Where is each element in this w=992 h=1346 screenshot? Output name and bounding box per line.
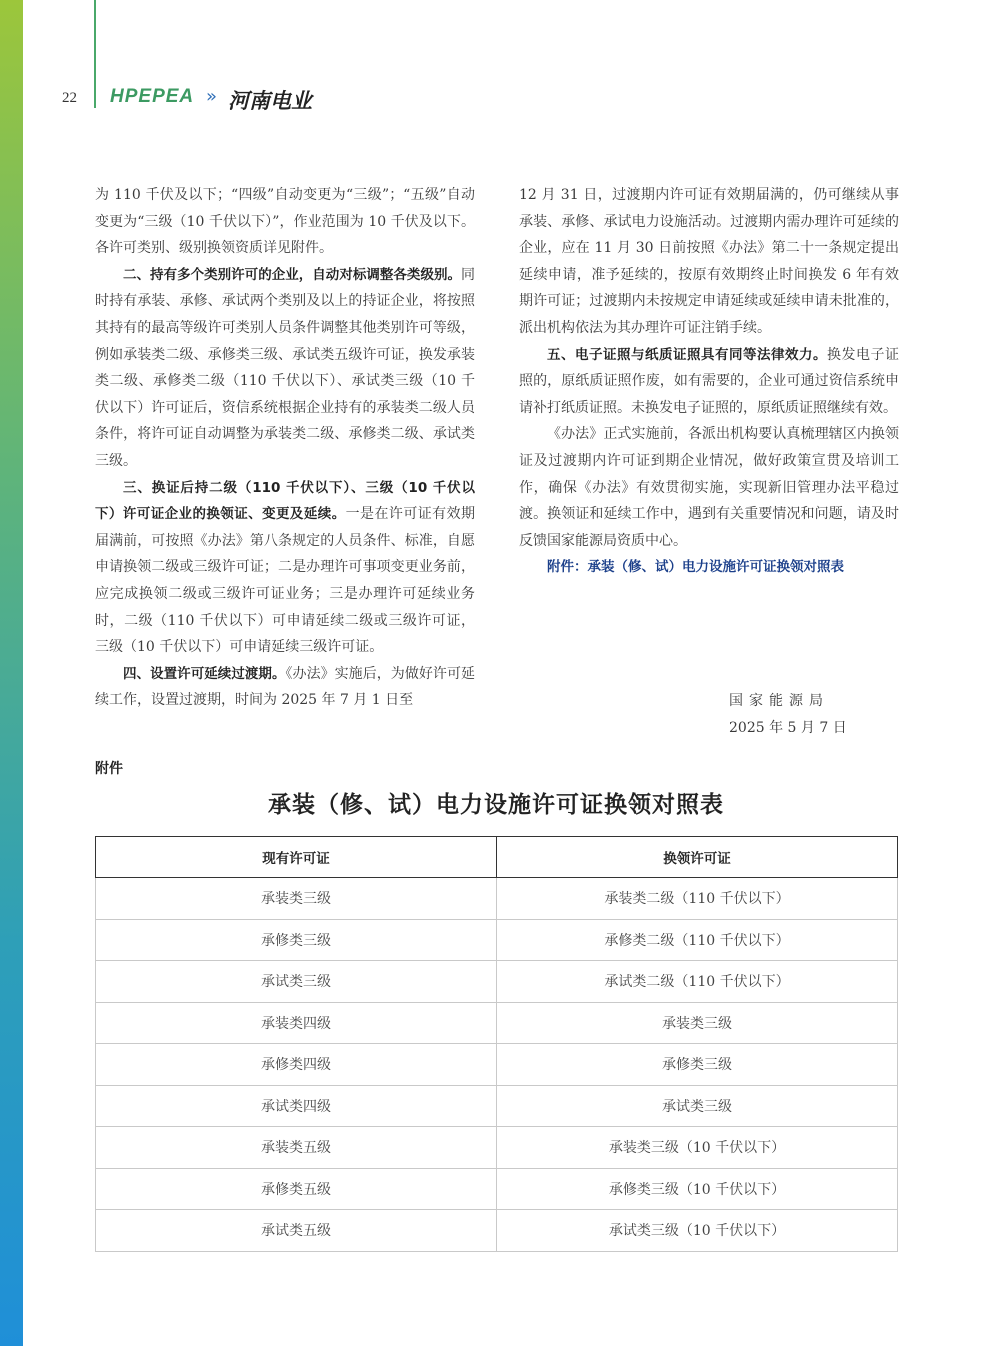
table-cell: 承装类五级 [96,1127,497,1169]
paragraph: 《办法》正式实施前，各派出机构要认真梳理辖区内换领证及过渡期内许可证到期企业情况，做好政策宣贯及培训工作，确保《办法》有效贯彻实施，实现新旧管理办法平稳过渡。换领证和延续工作中，遇到有关重要情况和问题，请及时反馈国家能源局资质中心。 [519,426,899,549]
brand-arrow-icon: » [206,86,218,107]
table-cell: 承装类三级 [497,1002,898,1044]
paragraph: 12 月 31 日，过渡期内许可证有效期届满的，仍可继续从事承装、承修、承试电力设施活动。过渡期内需办理许可延续的企业，应在 11 月 30 日前按照《办法》第二十一条规定提出延续申请，准予延续的，按原有效期终止时间换发 6 年有效期许可证；过渡期内未按规定申请延续或延续申请未批准的，派出机构依法为其办理许可证注销手续。 [519,187,899,336]
table-cell: 承试类三级 [497,1085,898,1127]
table-cell: 承修类三级 [497,1044,898,1086]
attachment-label: 附件 [95,761,123,777]
page-number: 22 [62,90,77,106]
table-row [96,1002,898,1044]
left-column [95,182,475,714]
table-cell: 承试类二级（110 千伏以下） [497,961,898,1003]
column-header-new: 换领许可证 [497,837,898,878]
signature-org: 国家能源局 [729,693,829,709]
table-row [96,878,898,920]
table-cell: 承修类三级（10 千伏以下） [497,1168,898,1210]
paragraph: 二、持有多个类别许可的企业，自动对标调整各类级别。同时持有承装、承修、承试两个类别及以上的持证企业，将按照其持有的最高等级许可类别人员条件调整其他类别许可等级，例如承装类二级、承修类三级、承试类五级许可证，换发承装类二级、承修类二级（110 千伏以下）、承试类三级（10 千伏以下）许可证后，资信系统根据企业持有的承装类二级人员条件，将许可证自动调整为承装类二级、承修类二级、承试类三级。 [95,266,475,469]
table-cell: 承装类二级（110 千伏以下） [497,878,898,920]
paragraph: 三、换证后持二级（110 千伏以下）、三级（10 千伏以下）许可证企业的换领证、变更及延续。一是在许可证有效期届满前，可按照《办法》第八条规定的人员条件、标准，自愿申请换领二级或三级许可证；二是办理许可事项变更业务前，应完成换领二级或三级许可证业务；三是办理许可延续业务时，二级（110 千伏以下）可申请延续二级或三级许可证，三级（10 千伏以下）可申请延续三级许可证。 [95,479,476,656]
license-comparison-table [95,836,898,1252]
table-cell: 承试类五级 [96,1210,497,1252]
paragraph: 四、设置许可延续过渡期。《办法》实施后，为做好许可延续工作，设置过渡期，时间为 2025 年 7 月 1 日至 [95,665,476,709]
paragraph: 五、电子证照与纸质证照具有同等法律效力。换发电子证照的，原纸质证照作废，如有需要的，企业可通过资信系统申请补打纸质证照。未换发电子证照的，原纸质证照继续有效。 [519,346,899,416]
table-cell: 承修类五级 [96,1168,497,1210]
table-row [96,1085,898,1127]
table-cell: 承修类四级 [96,1044,497,1086]
table-row [96,1127,898,1169]
table-cell: 承装类四级 [96,1002,497,1044]
table-title: 承装（修、试）电力设施许可证换领对照表 [268,792,724,818]
table-cell: 承试类三级 [96,961,497,1003]
table-cell: 承试类三级（10 千伏以下） [497,1210,898,1252]
table-cell: 承修类三级 [96,919,497,961]
table-row [96,1210,898,1252]
table-cell: 承装类三级（10 千伏以下） [497,1127,898,1169]
table-cell: 承装类三级 [96,878,497,920]
paragraph: 为 110 千伏及以下；“四级”自动变更为“三级”；“五级”自动变更为“三级（10 千伏以下）”，作业范围为 10 千伏及以下。各许可类别、级别换领资质详见附件。 [95,187,475,257]
signature-date: 2025 年 5 月 7 日 [729,720,847,736]
column-header-current: 现有许可证 [96,837,497,878]
side-color-bar [0,0,23,1346]
brand-logo-chinese: 河南电业 [228,89,312,113]
header-divider [94,0,96,108]
table-row [96,1168,898,1210]
table-cell: 承修类二级（110 千伏以下） [497,919,898,961]
right-column [519,182,899,581]
table-row [96,961,898,1003]
attachment-reference: 附件：承装（修、试）电力设施许可证换领对照表 [547,559,844,576]
table-header-row [96,837,898,878]
table-row [96,919,898,961]
table-cell: 承试类四级 [96,1085,497,1127]
table-row [96,1044,898,1086]
brand-logo-latin: HPEPEA [110,86,195,107]
